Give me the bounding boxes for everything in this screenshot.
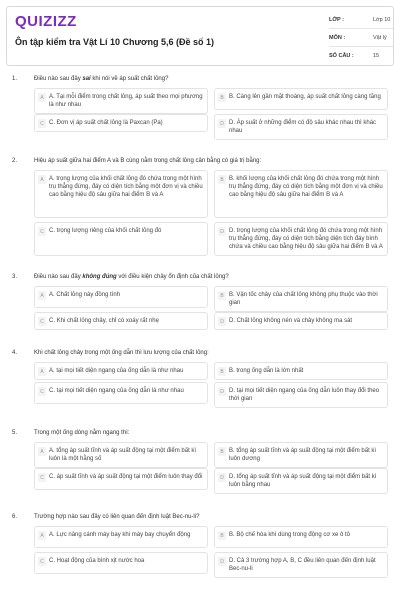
answer-option-d[interactable] xyxy=(214,382,388,408)
option-letter-badge: C xyxy=(38,227,46,236)
answer-option-a[interactable] xyxy=(34,170,208,218)
option-letter-badge: A xyxy=(38,175,46,184)
option-text: B. Càng lên gần mặt thoáng, áp suất chất lỏng càng tăng xyxy=(229,94,381,100)
answer-option-d[interactable] xyxy=(214,468,388,494)
option-letter-badge: D xyxy=(218,473,226,482)
option-letter-badge: C xyxy=(38,317,46,326)
meta-label: LỚP : xyxy=(329,16,344,23)
answer-option-a[interactable] xyxy=(34,526,208,548)
option-letter-badge: D xyxy=(218,227,226,236)
answer-option-c[interactable] xyxy=(34,382,208,404)
option-text: A. Tại mỗi điểm trong chất lỏng, áp suất theo mọi phương là như nhau xyxy=(49,94,203,108)
answer-option-a[interactable] xyxy=(34,442,208,468)
option-letter-badge: B xyxy=(218,447,226,456)
question-text-part: Trong một ống dòng nằm ngang thì: xyxy=(34,430,130,436)
option-text: D. trọng lượng của khối chất lỏng đó chứa trong một hình trụ thẳng đứng, đáy có diện tích bằng diện tích đáy bình chứa và chiều cao bằng hiệu độ sâu giữa hai điểm B và A xyxy=(229,228,383,250)
option-letter-badge: D xyxy=(218,557,226,566)
option-text: C. áp suất tĩnh và áp suất động tại một điểm luôn thay đổi xyxy=(49,474,203,480)
question-text xyxy=(34,430,384,436)
meta-label: MÔN : xyxy=(329,34,346,41)
option-letter-badge: B xyxy=(218,291,226,300)
answer-option-b[interactable] xyxy=(214,88,388,110)
option-text: A. tổng áp suất tĩnh và áp suất động tại một điểm bất kì luôn là một hằng số xyxy=(49,448,197,462)
option-text: C. Hoạt động của bình xịt nước hoa xyxy=(49,558,145,564)
quizizz-logo: QUIZIZZ xyxy=(15,13,77,30)
meta-value: 15 xyxy=(373,52,380,59)
option-letter-badge: A xyxy=(38,367,46,376)
option-letter-badge: D xyxy=(218,317,226,326)
question-text xyxy=(34,350,384,356)
option-text: D. Cả 3 trường hợp A, B, C đều liên quan đến định luật Bec-nu-li xyxy=(229,558,376,572)
option-text: A. tại mọi tiết diện ngang của ống dẫn là như nhau xyxy=(49,368,184,374)
option-text: B. khối lượng của khối chất lỏng đó chứa trong một hình trụ thẳng đứng, đáy có diện tích bằng một đơn vị và chiều cao bằng hiệu độ sâu giữa hai điểm B và A xyxy=(229,176,383,198)
option-letter-badge: C xyxy=(38,387,46,396)
meta-row-question-count xyxy=(329,47,393,64)
option-text: C. Khi chất lỏng chảy, chỉ có xoáy rất nhẹ xyxy=(49,318,159,324)
answer-option-c[interactable] xyxy=(34,114,208,132)
answer-option-b[interactable] xyxy=(214,442,388,468)
option-text: D. Áp suất ở những điểm có độ sâu khác nhau thì khác nhau xyxy=(229,120,377,134)
answer-option-c[interactable] xyxy=(34,552,208,574)
answer-option-c[interactable] xyxy=(34,312,208,330)
answer-option-c[interactable] xyxy=(34,222,208,256)
answer-option-d[interactable] xyxy=(214,552,388,578)
question-number: 6. xyxy=(12,514,18,520)
question-emphasis: không đúng xyxy=(82,274,117,280)
answer-option-b[interactable] xyxy=(214,526,388,548)
question-text-part: với điều kiện chảy ổn định của chất lỏng? xyxy=(116,274,229,280)
meta-row-subject xyxy=(329,29,393,47)
option-text: A. Chất lỏng này đồng tính xyxy=(49,292,121,298)
question-text-part: Điều nào sau đây xyxy=(34,76,83,82)
question-text xyxy=(34,274,384,280)
answer-option-a[interactable] xyxy=(34,286,208,308)
question-number: 1. xyxy=(12,76,18,82)
question-number: 2. xyxy=(12,158,18,164)
option-letter-badge: B xyxy=(218,367,226,376)
answer-option-b[interactable] xyxy=(214,286,388,312)
worksheet-title: Ôn tập kiểm tra Vật Lí 10 Chương 5,6 (Đề số 1) xyxy=(15,37,214,47)
option-text: D. Chất lỏng không nén và chảy không ma sát xyxy=(229,318,353,324)
option-letter-badge: D xyxy=(218,119,226,128)
option-text: C. trọng lượng riêng của khối chất lỏng đó xyxy=(49,228,162,234)
option-letter-badge: C xyxy=(38,473,46,482)
question-number: 4. xyxy=(12,350,18,356)
worksheet-header xyxy=(6,6,394,66)
answer-option-b[interactable] xyxy=(214,170,388,218)
question-text xyxy=(34,76,384,82)
meta-value: Vật lý xyxy=(373,34,387,41)
option-text: A. trọng lượng của khối chất lỏng đó chứa trong một hình trụ thẳng đứng, đáy có diện tích bằng một đơn vị và chiều cao bằng hiệu độ sâu giữa hai điểm B và A xyxy=(49,176,203,198)
option-letter-badge: A xyxy=(38,531,46,540)
question-text xyxy=(34,158,384,164)
option-text: D. tổng áp suất tĩnh và áp suất động tại một điểm bất kì luôn bằng nhau xyxy=(229,474,377,488)
question-text-part: Trường hợp nào sau đây có liên quan đến định luật Bec-nu-li? xyxy=(34,514,200,520)
meta-row-class xyxy=(329,11,393,29)
answer-option-c[interactable] xyxy=(34,468,208,490)
option-letter-badge: B xyxy=(218,93,226,102)
question-text-part: Điều nào sau đây xyxy=(34,274,83,280)
option-text: B. Bộ chế hòa khí dùng trong động cơ xe ô tô xyxy=(229,532,351,538)
option-text: B. Vận tốc chảy của chất lỏng không phụ thuộc vào thời gian xyxy=(229,292,378,306)
answer-option-a[interactable] xyxy=(34,362,208,380)
option-letter-badge: C xyxy=(38,557,46,566)
option-letter-badge: A xyxy=(38,447,46,456)
option-letter-badge: B xyxy=(218,531,226,540)
option-letter-badge: C xyxy=(38,119,46,128)
question-text xyxy=(34,514,384,520)
question-text-part: Khi chất lỏng chảy trong một ống dẫn thì lưu lượng của chất lỏng: xyxy=(34,350,209,356)
worksheet-meta xyxy=(329,11,393,64)
option-text: D. tại mọi tiết diện ngang của ống dẫn luôn thay đổi theo thời gian xyxy=(229,388,380,402)
meta-value: Lớp 10 xyxy=(373,16,391,23)
answer-option-b[interactable] xyxy=(214,362,388,380)
option-letter-badge: A xyxy=(38,93,46,102)
option-letter-badge: A xyxy=(38,291,46,300)
option-letter-badge: D xyxy=(218,387,226,396)
option-text: C. Đơn vị áp suất chất lỏng là Paxcan (Pa) xyxy=(49,120,163,126)
option-letter-badge: B xyxy=(218,175,226,184)
answer-option-a[interactable] xyxy=(34,88,208,114)
question-number: 5. xyxy=(12,430,18,436)
answer-option-d[interactable] xyxy=(214,114,388,140)
question-emphasis: sai xyxy=(82,76,91,82)
option-text: C. tại mọi tiết diện ngang của ống dẫn là như nhau xyxy=(49,388,184,394)
question-text-part: khi nói về áp suất chất lỏng? xyxy=(90,76,169,82)
option-text: B. tổng áp suất tĩnh và áp suất động tại một điểm bất kì luôn dương xyxy=(229,448,377,462)
option-text: B. trong ống dẫn là lớn nhất xyxy=(229,368,304,374)
meta-label: SỐ CÂU : xyxy=(329,52,354,59)
option-text: A. Lực nâng cánh máy bay khi máy bay chuyển động xyxy=(49,532,191,538)
answer-option-d[interactable] xyxy=(214,222,388,256)
question-number: 3. xyxy=(12,274,18,280)
answer-option-d[interactable] xyxy=(214,312,388,330)
question-text-part: Hiệu áp suất giữa hai điểm A và B cùng nằm trong chất lỏng cân bằng có giá trị bằng: xyxy=(34,158,262,164)
